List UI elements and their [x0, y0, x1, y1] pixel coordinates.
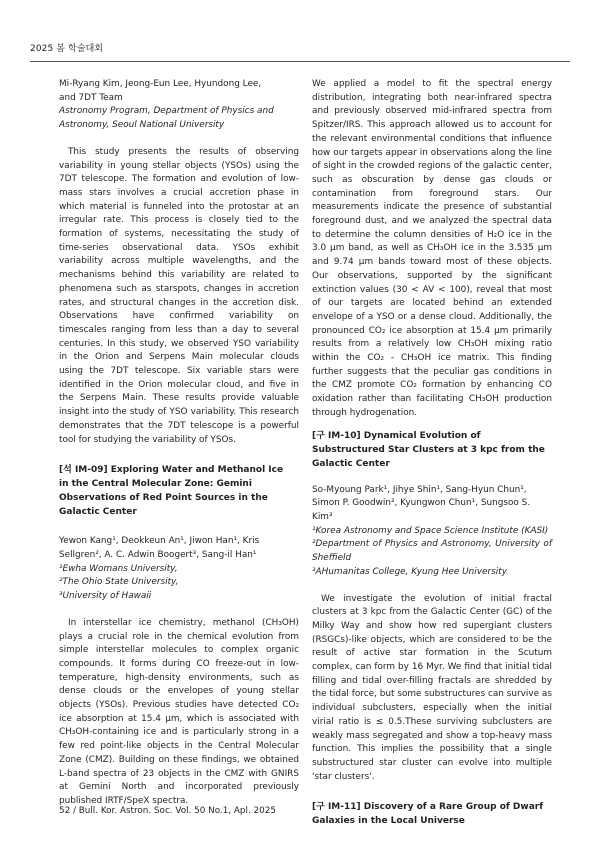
im10-body: We investigate the evolution of initial fractal clusters at 3 kpc from the Galactic Center (GC) of the Milky Way and show how red supergiant clusters (RSGCs)-like objects, which are considered to be the result of active star formation in the Scutum complex, can form by 16 Myr. We find that initial tidal filling and tidal over-filling fractals are shredded by the tidal force, but some substructures can survive as individual subclusters, especially when the initial virial ratio is ≤ 0.5.These surviving subclusters are weakly mass segregated and show a top-heavy mass function. This implies the possibility that a single substructured star cluster can evolve into multiple 'star clusters'.	[312, 593, 552, 782]
im09-authors: Yewon Kang¹, Deokkeun An¹, Jiwon Han¹, Kris Sellgren², A. C. Adwin Boogert³, Sang-il Han¹	[59, 536, 260, 560]
im09-body-part1: In interstellar ice chemistry, methanol (CH₃OH) plays a crucial role in the chemical evolution from simple interstellar molecules to complex organic compounds. It forms during CO freeze-out in low-temperature, high-density environments, such as dense clouds or the envelopes of young stellar objects (YSOs). Previous studies have detected CO₂ ice absorption at 15.4 μm, which is associated with CH₃OH-containing ice and is particularly strong in a few red point-like objects in the Central Molecular Zone (CMZ). Building on these findings, we obtained L-band spectra of 23 objects in the CMZ with GNIRS at Gemini North and incorporated previously published IRTF/SpeX spectra.	[59, 617, 299, 806]
right-column	[312, 78, 552, 828]
im10-title: [구 IM-10] Dynamical Evolution of Substructured Star Clusters at 3 kpc from the Galactic Center	[312, 430, 545, 469]
im10-affiliation-1: ¹Korea Astronomy and Space Science Institute (KASI)	[312, 525, 549, 536]
running-header: 2025 봄 학술대회	[30, 44, 104, 54]
left-column	[59, 78, 299, 809]
im10-affiliation-3: ³AHumanitas College, Kyung Hee University	[312, 566, 507, 577]
footer-page-reference: 52 / Bull. Kor. Astron. Soc. Vol. 50 No.1, Apl. 2025	[59, 806, 276, 816]
prev-abstract-affiliation: Astronomy Program, Department of Physics and Astronomy, Seoul National University	[59, 106, 274, 131]
im09-affiliation-1: ¹Ewha Womans University,	[59, 563, 178, 574]
header-rule	[30, 61, 570, 62]
im11-title: [구 IM-11] Discovery of a Rare Group of Dwarf Galaxies in the Local Universe	[312, 802, 544, 827]
im09-affiliation-3: ³University of Hawaii	[59, 591, 152, 602]
im09-body-part2: We applied a model to fit the spectral energy distribution, integrating both near-infrared spectra and previously observed mid-infrared spectra from Spitzer/IRS. This approach allowed us to account for the relevant environmental conditions that influence how our targets appear in observations along the line of sight in the crowded regions of the galactic center, such as obscuration by dense gas clouds or contamination from foreground stars. Our measurements indicate the presence of substantial foreground dust, and we analyzed the spectral data to determine the column densities of H₂O ice in the 3.0 μm band, as well as CH₃OH ice in the 3.535 μm and 9.74 μm bands toward most of these objects. Our observations, supported by the significant extinction values (30 < AV < 100), reveal that most of our targets are located behind an extended envelope of a YSO or a dense cloud. Additionally, the pronounced CO₂ ice absorption at 15.4 μm primarily results from a relatively low CH₃OH mixing ratio within the CO₂ - CH₃OH ice matrix. This finding further suggests that the peculiar gas conditions in the CMZ promote CO₂ formation by enhancing CO oxidation rather than facilitating CH₃OH production through hydrogenation.	[312, 79, 552, 418]
im09-title: [석 IM-09] Exploring Water and Methanol Ice in the Central Molecular Zone: Gemini Observations of Red Point Sources in the Galactic Center	[59, 465, 284, 518]
im09-affiliation-2: ²The Ohio State University,	[59, 577, 179, 588]
prev-abstract-body: This study presents the results of observing variability in young stellar objects (YSOs) using the 7DT telescope. The formation and evolution of low-mass stars involves a crucial accretion phase in which material is funneled into the protostar at an irregular rate. This process is closely tied to the formation of systems, necessitating the study of time-series observational data. YSOs exhibit variability across multiple wavelengths, and the mechanisms behind this variability are related to phenomena such as starspots, changes in accretion rates, and structural changes in the accretion disk. Observations have confirmed variability on timescales ranging from less than a day to several centuries. In this study, we observed YSO variability in the Orion and Serpens Main molecular clouds using the 7DT telescope. Six variable stars were identified in the Orion molecular cloud, and five in the Serpens Main. These results provide valuable insight into the study of YSO variability. This research demonstrates that the 7DT telescope is a powerful tool for studying the variability of YSOs.	[59, 146, 299, 445]
im10-authors: So-Myoung Park¹, Jihye Shin¹, Sang-Hyun Chun¹, Simon P. Goodwin², Kyungwon Chun¹, Sungsoo S. Kim³	[312, 484, 531, 522]
im10-affiliation-2: ²Department of Physics and Astronomy, University of Sheffield	[312, 539, 552, 564]
prev-abstract-authors: Mi-Ryang Kim, Jeong-Eun Lee, Hyundong Lee, and 7DT Team	[59, 79, 262, 103]
